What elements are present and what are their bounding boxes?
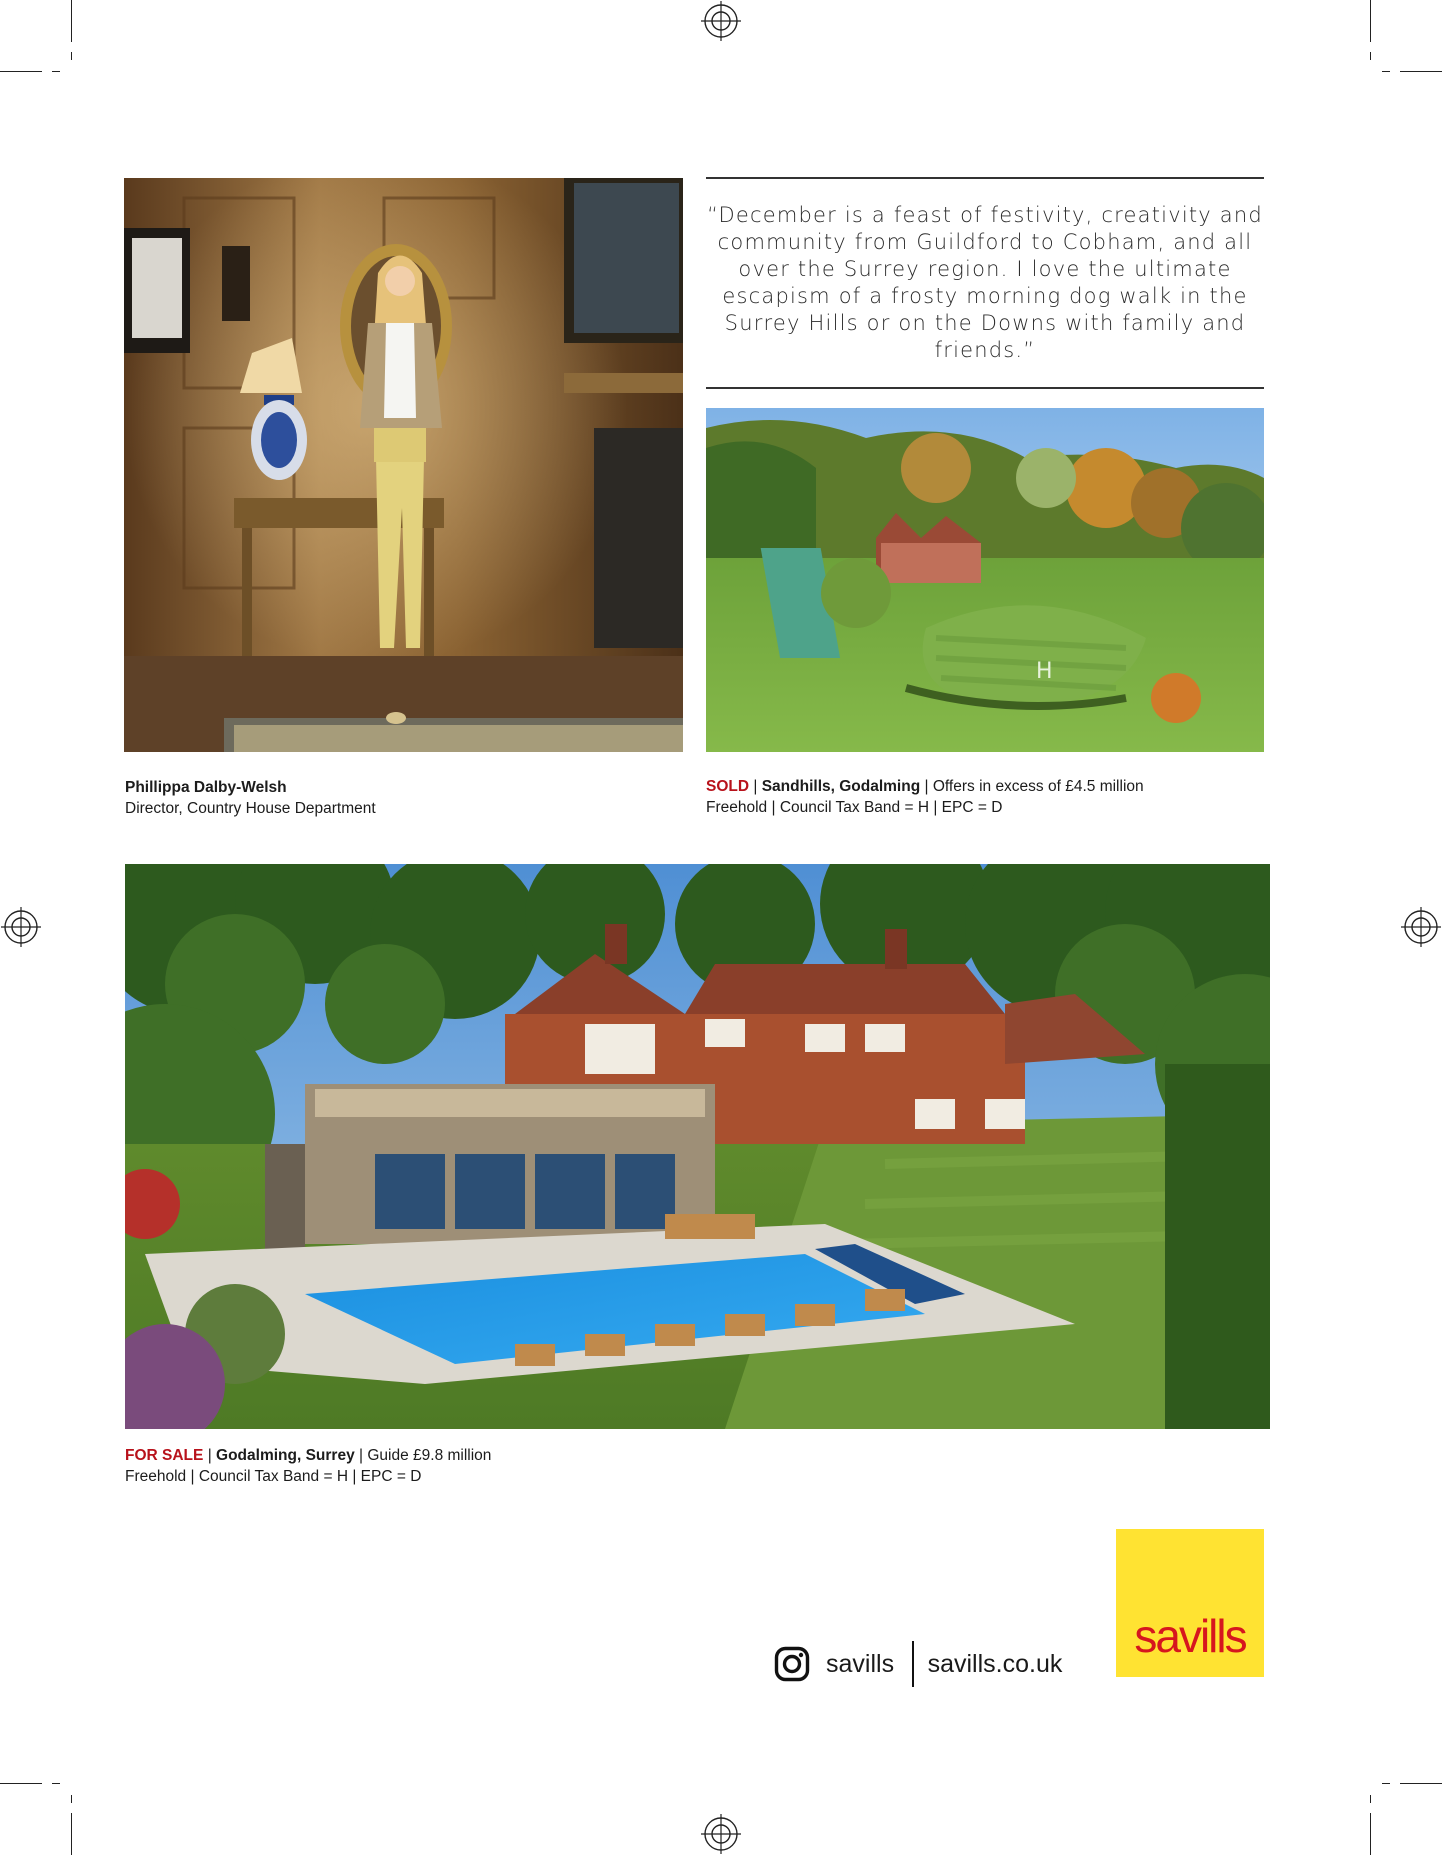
sold-location: Sandhills, Godalming bbox=[761, 778, 921, 795]
sold-price: Offers in excess of £4.5 million bbox=[932, 778, 1144, 795]
caption-separator: | bbox=[359, 1447, 364, 1464]
for-sale-status: FOR SALE bbox=[125, 1447, 204, 1464]
quote-top-rule bbox=[706, 177, 1264, 179]
for-sale-price: Guide £9.8 million bbox=[367, 1447, 492, 1464]
registration-mark-top bbox=[701, 1, 741, 41]
svg-text:H: H bbox=[1036, 659, 1053, 684]
for-sale-details: Freehold | Council Tax Band = H | EPC = D bbox=[125, 1468, 422, 1485]
for-sale-location: Godalming, Surrey bbox=[216, 1447, 355, 1464]
for-sale-property-photo bbox=[125, 864, 1270, 1429]
sold-details: Freehold | Council Tax Band = H | EPC = D bbox=[706, 799, 1003, 816]
for-sale-listing-caption bbox=[125, 1445, 825, 1487]
sold-property-photo bbox=[706, 408, 1264, 752]
sold-status: SOLD bbox=[706, 778, 750, 795]
social-links bbox=[774, 1641, 1062, 1687]
sold-listing-caption bbox=[706, 776, 1306, 818]
registration-mark-left bbox=[1, 907, 41, 947]
registration-mark-right bbox=[1401, 907, 1441, 947]
caption-separator: | bbox=[924, 778, 929, 795]
instagram-handle[interactable]: savills bbox=[826, 1649, 895, 1678]
footer-divider bbox=[912, 1641, 914, 1687]
portrait-name: Phillippa Dalby-Welsh bbox=[125, 779, 287, 796]
caption-separator: | bbox=[207, 1447, 212, 1464]
website-link[interactable]: savills.co.uk bbox=[927, 1649, 1063, 1678]
portrait-photo bbox=[124, 178, 683, 752]
instagram-icon[interactable] bbox=[774, 1646, 810, 1682]
quote-bottom-rule bbox=[706, 387, 1264, 389]
registration-mark-bottom bbox=[701, 1814, 741, 1854]
caption-separator: | bbox=[753, 778, 758, 795]
pull-quote: “December is a feast of festivity, creativity and community from Guildford to Cobham, and all over the Surrey region. I love the ultimate escapism of a frosty morning dog walk in the Surrey Hills or on the Downs with family and friends.” bbox=[707, 203, 1263, 362]
portrait-role: Director, Country House Department bbox=[125, 800, 376, 817]
portrait-caption bbox=[125, 777, 685, 819]
savills-logo bbox=[1116, 1529, 1264, 1677]
savills-logo-text: savills bbox=[1134, 1610, 1246, 1662]
